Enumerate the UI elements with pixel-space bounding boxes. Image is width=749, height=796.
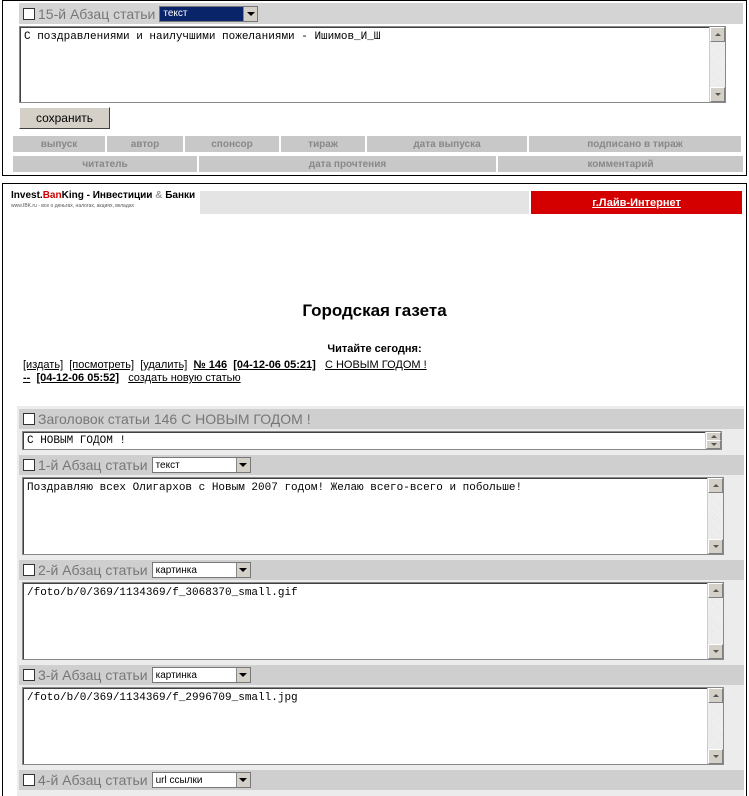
- paragraph-15-scrollbar[interactable]: [709, 27, 725, 102]
- meta-row-1: [13, 136, 741, 152]
- paragraph-15-type-select[interactable]: [159, 6, 258, 22]
- meta-row-2: [13, 156, 743, 172]
- article-nav-line-2: [23, 372, 241, 384]
- scroll-up-icon[interactable]: [708, 583, 723, 598]
- article-nav-line-1: [23, 359, 427, 371]
- article-editor: [17, 406, 744, 796]
- delete-link[interactable]: [удалить]: [140, 359, 188, 371]
- heading-label: Заголовок статьи 146 С НОВЫМ ГОДОМ !: [38, 411, 311, 427]
- paragraph-4-header: [19, 770, 744, 790]
- paragraph-3-checkbox[interactable]: [23, 669, 35, 681]
- page-title: Городская газета: [302, 301, 447, 320]
- article-title-link[interactable]: С НОВЫМ ГОДОМ !: [324, 359, 427, 371]
- paragraph-3-type-value: картинка: [155, 669, 197, 681]
- paragraph-2-scrollbar[interactable]: [707, 583, 723, 659]
- date2-link[interactable]: [04-12-06 05:52]: [36, 372, 120, 384]
- paragraph-1-text: Поздравляю всех Олигархов с Новым 2007 годом! Желаю всего-всего и побольше!: [27, 482, 523, 494]
- scroll-up-icon[interactable]: [708, 478, 723, 493]
- logo-tagline: www.IBK.ru - все о деньгах, налогах, акциях, вкладах: [11, 203, 135, 209]
- paragraph-1-type-value: текст: [155, 459, 180, 471]
- paragraph-2-type-select[interactable]: [152, 562, 251, 578]
- scroll-up-icon[interactable]: [708, 688, 723, 703]
- meta-comment: комментарий: [498, 156, 743, 172]
- save-button[interactable]: сохранить: [19, 107, 110, 129]
- meta-signed: подписано в тираж: [529, 136, 741, 152]
- chevron-down-icon: [243, 7, 257, 21]
- scroll-down-icon[interactable]: [710, 87, 725, 102]
- paragraph-1-textarea[interactable]: [22, 477, 724, 555]
- meta-release-date: дата выпуска: [367, 136, 527, 152]
- paragraph-3-header: [19, 665, 744, 685]
- paragraph-1-label: 1-й Абзац статьи: [38, 457, 148, 473]
- paragraph-3-textarea[interactable]: [22, 687, 724, 765]
- heading-checkbox[interactable]: [23, 413, 35, 425]
- paragraph-4-type-select[interactable]: [152, 772, 251, 788]
- meta-issue: выпуск: [13, 136, 105, 152]
- view-link[interactable]: [посмотреть]: [69, 359, 135, 371]
- dash-link[interactable]: --: [23, 372, 31, 384]
- paragraph-3-scrollbar[interactable]: [707, 688, 723, 764]
- meta-sponsor: спонсор: [185, 136, 279, 152]
- scroll-down-icon[interactable]: [708, 539, 723, 554]
- site-header: [9, 189, 742, 216]
- publish-link[interactable]: [издать]: [23, 359, 64, 371]
- paragraph-15-type-value: текст: [163, 8, 188, 19]
- paragraph-4-checkbox[interactable]: [23, 774, 35, 786]
- chevron-down-icon: [236, 668, 250, 682]
- paragraph-3-label: 3-й Абзац статьи: [38, 667, 148, 683]
- scroll-up-icon[interactable]: [710, 27, 725, 42]
- new-article-link[interactable]: создать новую статью: [128, 372, 241, 384]
- header-banner-placeholder: [200, 191, 529, 214]
- city-link[interactable]: г.Лайв-Интернет: [531, 191, 742, 214]
- paragraph-15-header: [19, 3, 743, 24]
- paragraph-15-textarea[interactable]: [19, 26, 726, 103]
- paragraph-4-label: 4-й Абзац статьи: [38, 772, 148, 788]
- paragraph-3-text: /foto/b/0/369/1134369/f_2996709_small.jpg: [27, 692, 298, 704]
- paragraph-2-type-value: картинка: [155, 564, 197, 576]
- scroll-down-icon[interactable]: [708, 644, 723, 659]
- paragraph-2-label: 2-й Абзац статьи: [38, 562, 148, 578]
- paragraph-2-textarea[interactable]: [22, 582, 724, 660]
- paragraph-2-text: /foto/b/0/369/1134369/f_3068370_small.gif: [27, 587, 298, 599]
- scroll-down-icon[interactable]: [708, 749, 723, 764]
- paragraph-4-type-value: url ссылки: [155, 774, 203, 786]
- paragraph-15-text: С поздравлениями и наилучшими пожеланиями - Ишимов_И_Ш: [24, 31, 381, 43]
- chevron-down-icon: [236, 773, 250, 787]
- paragraph-1-header: [19, 455, 744, 475]
- meta-author: автор: [107, 136, 183, 152]
- chevron-down-icon: [236, 563, 250, 577]
- paragraph-2-header: [19, 560, 744, 580]
- heading-value: С НОВЫМ ГОДОМ !: [27, 435, 127, 447]
- newspaper-panel: [2, 183, 747, 796]
- issue-number-link[interactable]: № 146: [193, 359, 228, 371]
- heading-input[interactable]: [22, 431, 722, 450]
- chevron-down-icon: [236, 458, 250, 472]
- scroll-down-icon[interactable]: [706, 440, 721, 449]
- paragraph-3-type-select[interactable]: [152, 667, 251, 683]
- paragraph-1-type-select[interactable]: [152, 457, 251, 473]
- paragraph-1-scrollbar[interactable]: [707, 478, 723, 554]
- meta-circulation: тираж: [281, 136, 365, 152]
- paragraph-2-checkbox[interactable]: [23, 564, 35, 576]
- site-logo[interactable]: [9, 189, 198, 216]
- heading-scrollbar[interactable]: [705, 432, 721, 449]
- issue-date-link[interactable]: [04-12-06 05:21]: [233, 359, 316, 371]
- paragraph-15-label: 15-й Абзац статьи: [38, 5, 156, 22]
- meta-reader: читатель: [13, 156, 197, 172]
- meta-read-date: дата прочтения: [199, 156, 496, 172]
- logo-text: Invest.BanKing - Инвестиции & Банки: [11, 190, 196, 201]
- top-editor-panel: [2, 0, 747, 176]
- paragraph-1-checkbox[interactable]: [23, 459, 35, 471]
- read-today-heading: Читайте сегодня:: [327, 343, 422, 355]
- article-heading-header: [19, 409, 744, 429]
- paragraph-15-checkbox[interactable]: [23, 8, 35, 20]
